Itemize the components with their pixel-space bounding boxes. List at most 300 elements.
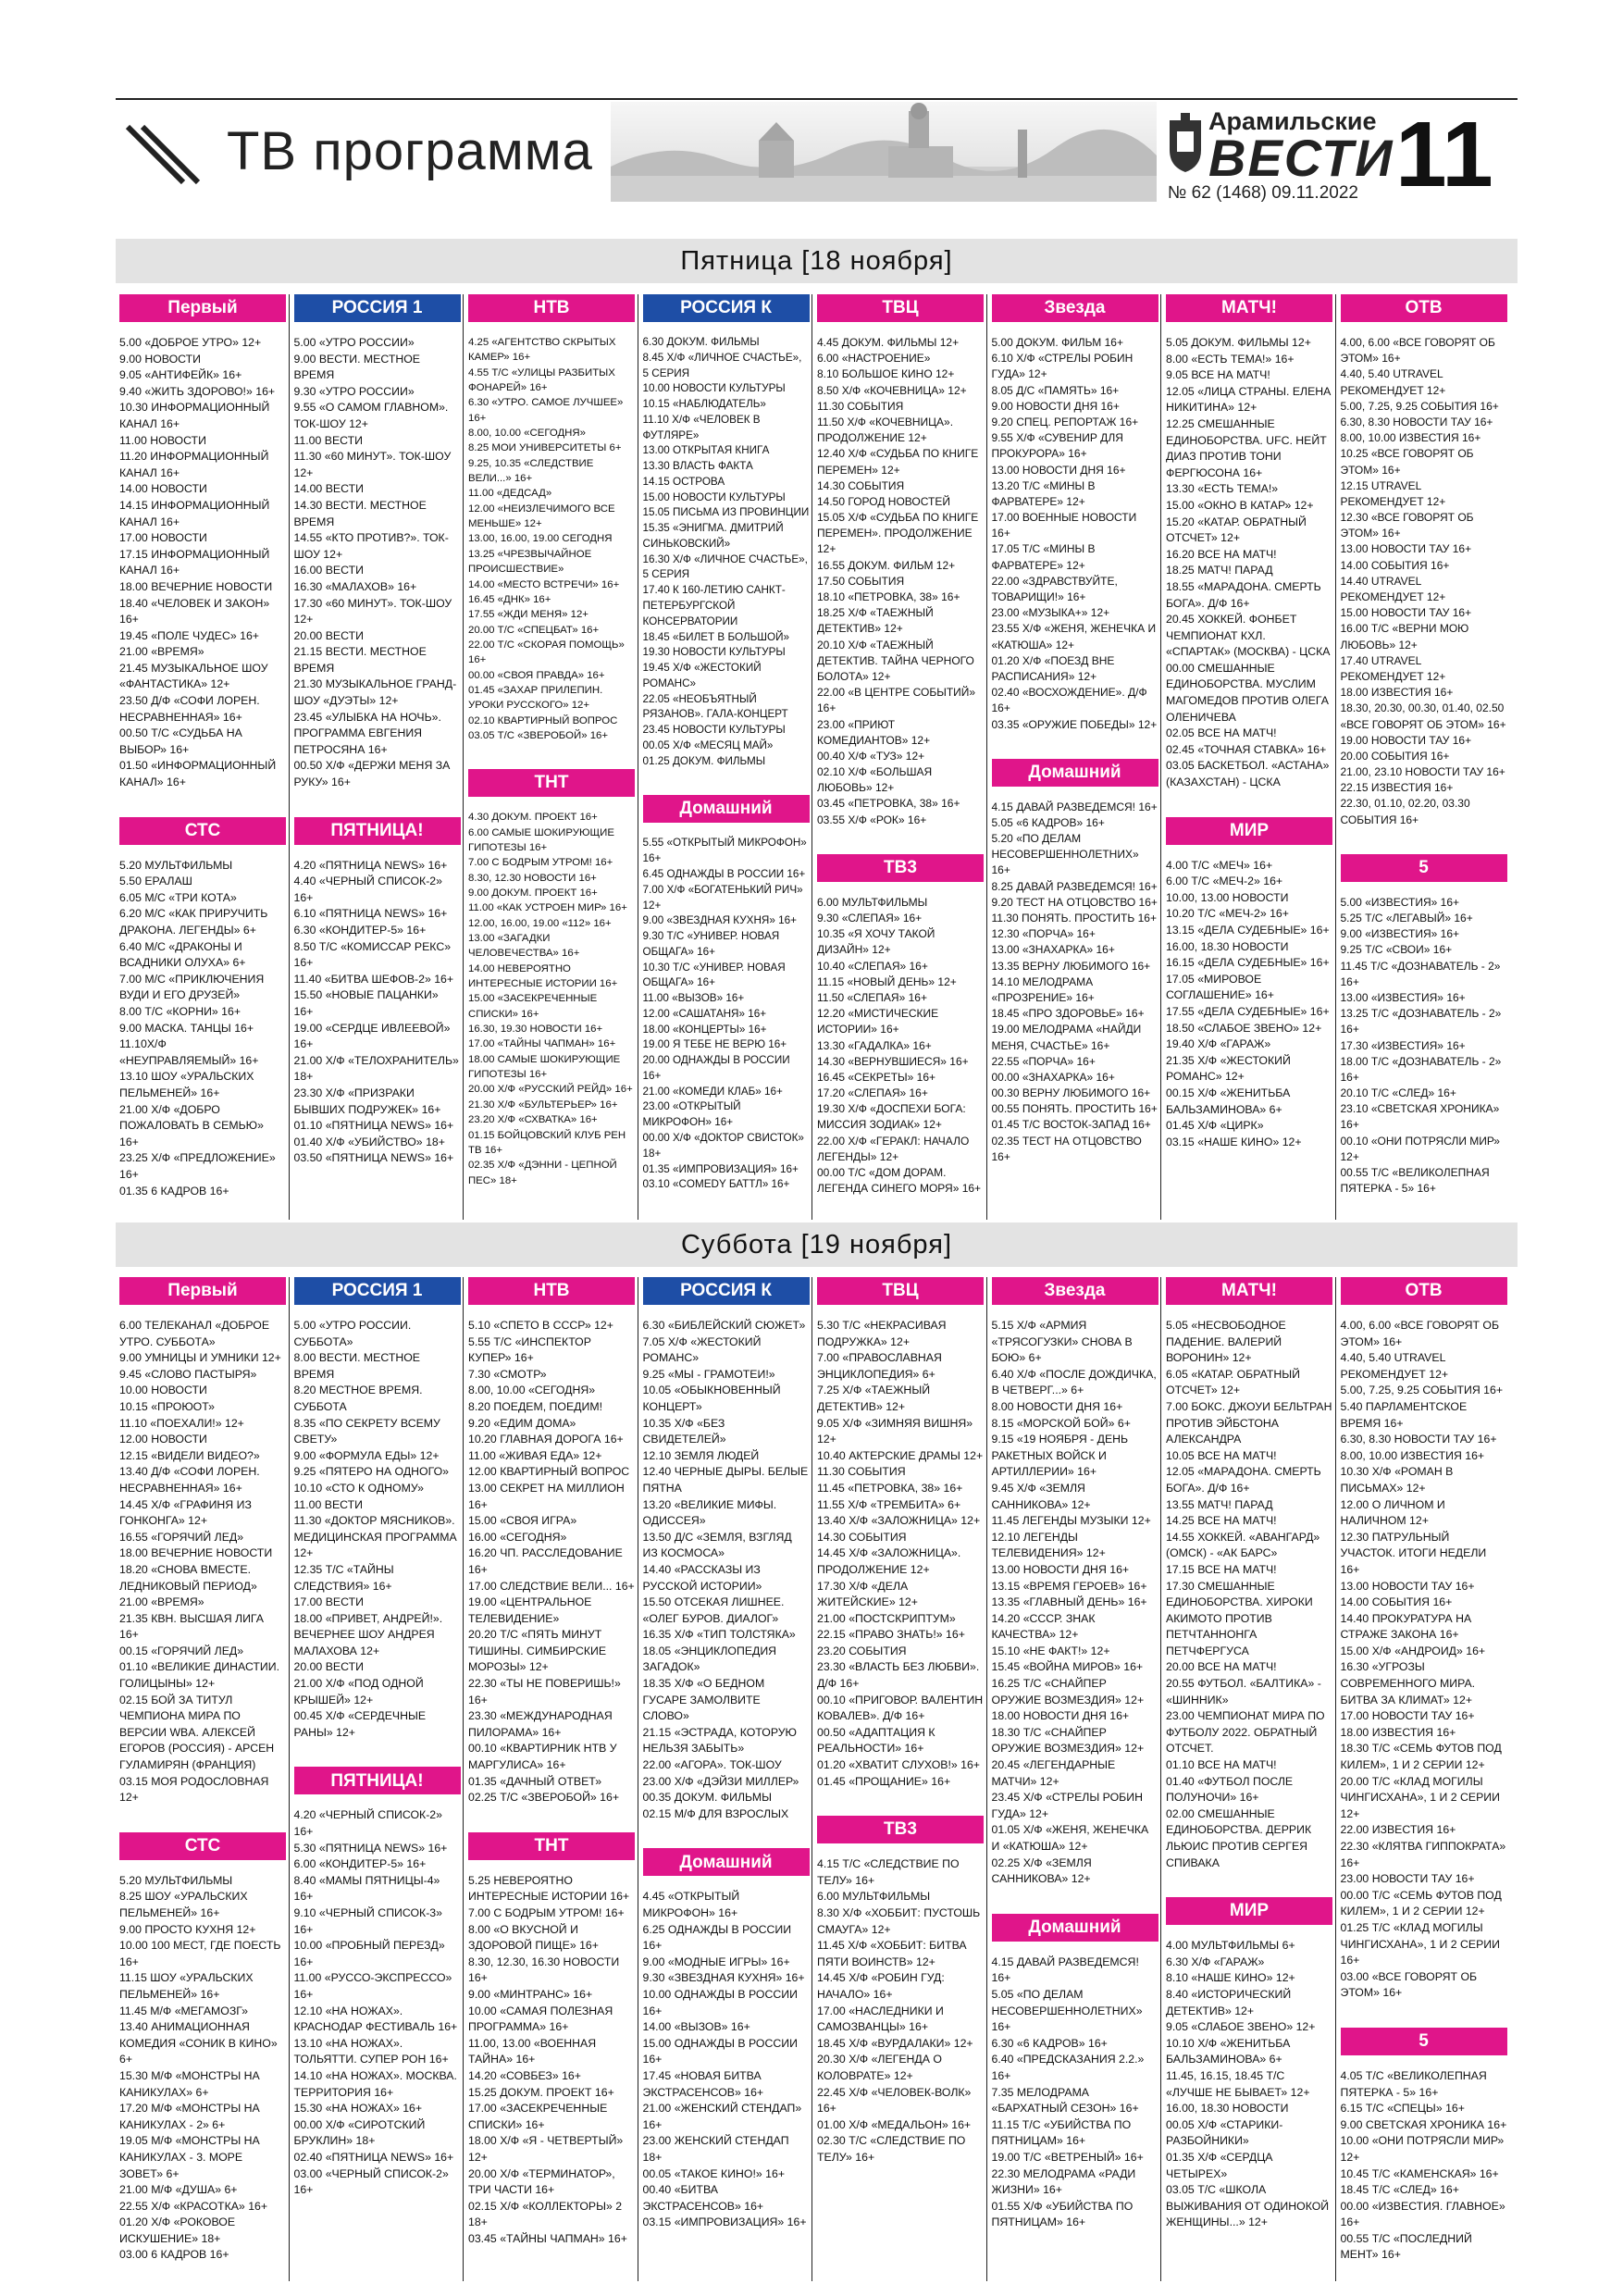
program-item: 02.10 КВАРТИРНЫЙ ВОПРОС [468, 714, 618, 726]
program-item: 10.40 «СЛЕПАЯ» 16+ [817, 959, 928, 973]
header-rule [116, 98, 1518, 100]
column-divider [1160, 1277, 1161, 2281]
program-item: 21.00 М/Ф «ДУША» 6+ [119, 2183, 238, 2197]
program-item: 16.55 «ГОРЯЧИЙ ЛЕД» [119, 1530, 244, 1544]
program-item: 11.15 ШОУ «УРАЛЬСКИХ ПЕЛЬМЕНЕЙ» 16+ [119, 1971, 254, 2001]
program-item: 6.30 «КОНДИТЕР-5» 16+ [293, 924, 427, 937]
program-item: 17.40 К 160-ЛЕТИЮ САНКТ-ПЕТЕРБУРГСКОЙ КОНСЕРВАТОРИИ [642, 584, 786, 627]
program-item: 9.15 «19 НОЯБРЯ - ДЕНЬ РАКЕТНЫХ ВОЙСК И АРТИЛЛЕРИИ» 16+ [991, 1433, 1129, 1479]
program-item: 13.40 Х/Ф «ЗАЛОЖНИЦА» 12+ [817, 1514, 981, 1528]
program-item: 8.45 Х/Ф «ЛИЧНОЕ СЧАСТЬЕ», 5 СЕРИЯ [642, 351, 802, 379]
program-item: 22.15 «ПРАВО ЗНАТЬ!» 16+ [817, 1628, 965, 1642]
column-divider [289, 294, 290, 1220]
program-item: 13.00 ОТКРЫТАЯ КНИГА [642, 444, 770, 457]
program-item: 17.05 «МИРОВОЕ СОГЛАШЕНИЕ» 16+ [1166, 972, 1274, 1002]
program-item: 10.00 100 МЕСТ, ГДЕ ПОЕСТЬ 16+ [119, 1939, 281, 1968]
program-item: 00.00 СМЕШАННЫЕ ЕДИНОБОРСТВА. МУСЛИМ МАГОМЕДОВ ПРОТИВ ОЛЕГА ОЛЕНИЧЕВА [1166, 661, 1329, 724]
program-item: 03.05 Т/С «ЗВЕРОБОЙ» 16+ [468, 729, 609, 741]
program-item: 01.35 Х/Ф «СЕРДЦА ЧЕТЫРЕХ» [1166, 2150, 1273, 2180]
channel-logo: РОССИЯ К [643, 294, 810, 322]
program-item: 11.30 ПОНЯТЬ. ПРОСТИТЬ 16+ [991, 912, 1157, 925]
channel-logo: ОТВ [1341, 294, 1507, 322]
program-item: 23.10 «СВЕТСКАЯ ХРОНИКА» 16+ [1340, 1102, 1500, 1132]
logo-main-text: ВЕСТИ [1208, 129, 1394, 187]
program-item: 10.20 Т/С «МЕЧ-2» 16+ [1166, 907, 1289, 921]
program-item: 4.00, 6.00 «ВСЕ ГОВОРЯТ ОБ ЭТОМ» 16+ [1340, 1319, 1500, 1348]
program-item: 15.00 НОВОСТИ ТАУ 16+ [1340, 606, 1472, 620]
channel-logo: РОССИЯ 1 [294, 1277, 461, 1305]
program-item: 00.00 «ЗНАХАРКА» 16+ [991, 1070, 1115, 1084]
program-item: 21.00 Х/Ф «ДОБРО ПОЖАЛОВАТЬ В СЕМЬЮ» 16+ [119, 1102, 264, 1148]
program-item: 12.25 СМЕШАННЫЕ ЕДИНОБОРСТВА. UFC. НЕЙТ ДИАЗ ПРОТИВ ТОНИ ФЕРГЮСОНА 16+ [1166, 416, 1327, 479]
program-item: 16.15 «ДЕЛА СУДЕБНЫЕ» 16+ [1166, 956, 1330, 970]
program-item: 4.40, 5.40 UTRAVEL РЕКОМЕНДУЕТ 12+ [1340, 367, 1446, 397]
program-item: 00.40 «БИТВА ЭКСТРАСЕНСОВ» 16+ [642, 2183, 764, 2213]
column-divider [289, 1277, 290, 2281]
program-item: 19.45 «ПОЛЕ ЧУДЕС» 16+ [119, 628, 259, 642]
program-item: 23.00 «ОТКРЫТЫЙ МИКРОФОН» 16+ [642, 1100, 741, 1129]
program-item: 01.45 Т/С ВОСТОК-ЗАПАД 16+ [991, 1118, 1151, 1132]
program-item: 12.00 «НЕИЗЛЕЧИМОГО ВСЕ МЕНЬШЕ» 12+ [468, 503, 615, 530]
program-item: 10.40 АКТЕРСКИЕ ДРАМЫ 12+ [817, 1448, 984, 1462]
program-item: 13.00 НОВОСТИ ТАУ 16+ [1340, 542, 1472, 556]
program-item: 17.00 НОВОСТИ ТАУ 16+ [1340, 1709, 1475, 1723]
program-item: 9.00 «МОДНЫЕ ИГРЫ» 16+ [642, 1955, 790, 1968]
program-item: 19.45 Х/Ф «ЖЕСТОКИЙ РОМАНС» [642, 662, 762, 689]
program-item: 7.30 «СМОТР» [468, 1367, 547, 1381]
channel-logo: РОССИЯ К [643, 1277, 810, 1305]
program-item: 01.20 «ХВАТИТ СЛУХОВ!» 16+ [817, 1758, 980, 1772]
program-item: 02.40 «ПЯТНИЦА NEWS» 16+ [293, 2150, 454, 2164]
program-item: 7.35 МЕЛОДРАМА «БАРХАТНЫЙ СЕЗОН» 16+ [991, 2085, 1139, 2116]
program-item: 9.25, 10.35 «СЛЕДСТВИЕ ВЕЛИ...» 16+ [468, 457, 594, 485]
program-item: 9.05 «АНТИФЕЙК» 16+ [119, 368, 242, 382]
program-item: 13.15 «ДЕЛА СУДЕБНЫЕ» 16+ [1166, 924, 1330, 937]
program-item: 00.00 Х/Ф «СИРОТСКИЙ БРУКЛИН» 18+ [293, 2117, 426, 2148]
program-item: 20.45 «ЛЕГЕНДАРНЫЕ МАТЧИ» 12+ [991, 1758, 1116, 1788]
program-item: 12.05 «ЛИЦА СТРАНЫ. ЕЛЕНА НИКИТИНА» 12+ [1166, 384, 1332, 415]
program-item: 11.30 «60 МИНУТ». ТОК-ШОУ 12+ [293, 450, 452, 479]
program-item: 18.00 САМЫЕ ШОКИРУЮЩИЕ ГИПОТЕЗЫ 16+ [468, 1053, 621, 1081]
program-item: 11.00 «РУССО-ЭКСПРЕССО» 16+ [293, 1971, 452, 2001]
program-item: 18.45 Х/Ф «ВУРДАЛАКИ» 12+ [817, 2036, 973, 2050]
program-item: 5.00 «УТРО РОССИИ. СУББОТА» [293, 1319, 412, 1348]
program-item: 02.00 СМЕШАННЫЕ ЕДИНОБОРСТВА. ДЕРРИК ЛЬЮИС ПРОТИВ СЕРГЕЯ СПИВАКА [1166, 1806, 1312, 1869]
program-item: 17.30 Х/Ф «ДЕЛА ЖИТЕЙСКИЕ» 12+ [817, 1579, 918, 1609]
program-item: 17.00 СЛЕДСТВИЕ ВЕЛИ... 16+ [468, 1579, 635, 1593]
program-item: 14.00 «МЕСТО ВСТРЕЧИ» 16+ [468, 578, 620, 590]
channel-column [1341, 1277, 1507, 2264]
program-item: 03.15 «НАШЕ КИНО» 12+ [1166, 1135, 1302, 1148]
program-item: 10.45 Т/С «КАМЕНСКАЯ» 16+ [1340, 2166, 1499, 2180]
program-item: 22.15 ИЗВЕСТИЯ 16+ [1340, 781, 1454, 795]
program-item: 00.15 Х/Ф «ЖЕНИТЬБА БАЛЬЗАМИНОВА» 6+ [1166, 1086, 1291, 1116]
program-item: 14.00 «ВЫЗОВ» 16+ [642, 2020, 750, 2034]
program-item: 4.40, 5.40 UTRAVEL РЕКОМЕНДУЕТ 12+ [1340, 1351, 1449, 1381]
program-item: 11.20 ИНФОРМАЦИОННЫЙ КАНАЛ 16+ [119, 450, 269, 479]
program-item: 13.20 Т/С «МИНЫ В ФАРВАТЕРЕ» 12+ [991, 478, 1096, 508]
program-item: 13.25 Т/С «ДОЗНАВАТЕЛЬ - 2» 16+ [1340, 1007, 1502, 1036]
program-item: 14.30 «ВЕРНУВШИЕСЯ» 16+ [817, 1054, 969, 1068]
program-item: 23.00 «МУЗЫКА+» 12+ [991, 606, 1110, 620]
program-item: 9.20 ТЕСТ НА ОТЦОВСТВО 16+ [991, 895, 1158, 909]
channel-logo: МАТЧ! [1166, 294, 1332, 322]
program-item: 8.00 ВЕСТИ. МЕСТНОЕ ВРЕМЯ [293, 1351, 420, 1381]
program-item: 5.15 Х/Ф «АРМИЯ «ТРЯСОГУЗКИ» СНОВА В БОЮ» 6+ [991, 1319, 1133, 1365]
program-item: 8.00, 10.00 «СЕГОДНЯ» [468, 428, 586, 440]
program-item: 6.40 «ПРЕДСКАЗАНИЯ 2.2.» 16+ [991, 2053, 1145, 2082]
channel-column [119, 294, 286, 1199]
program-item: 15.20 «КАТАР. ОБРАТНЫЙ ОТСЧЕТ» 12+ [1166, 515, 1307, 545]
program-item: 01.45 «ПРОЩАНИЕ» 16+ [817, 1774, 951, 1788]
program-item: 5.00 «ИЗВЕСТИЯ» 16+ [1340, 895, 1459, 909]
channel-logo: ТВ3 [817, 1816, 984, 1843]
program-item: 16.25 Т/С «СНАЙПЕР ОРУЖИЕ ВОЗМЕЗДИЯ» 12+ [991, 1677, 1145, 1706]
program-item: 20.10 Т/С «СЛЕД» 16+ [1340, 1086, 1456, 1100]
header-photo [611, 102, 1157, 202]
program-item: 12.35 Т/С «ТАЙНЫ СЛЕДСТВИЯ» 16+ [293, 1562, 394, 1593]
program-item: 5.00 «УТРО РОССИИ» [293, 336, 415, 349]
program-item: 5.20 «ПО ДЕЛАМ НЕСОВЕРШЕННОЛЕТНИХ» 16+ [991, 832, 1139, 877]
program-item: 16.00 ВЕСТИ [293, 564, 364, 577]
program-item: 00.00 Т/С «ДОМ ДОРАМ. ЛЕГЕНДА СИНЕГО МОРЯ» 16+ [817, 1166, 982, 1196]
program-item: 22.00 Х/Ф «ГЕРАКЛ: НАЧАЛО ЛЕГЕНДЫ» 12+ [817, 1134, 970, 1163]
program-item: 00.05 Х/Ф «СТАРИКИ-РАЗБОЙНИКИ» [1166, 2117, 1283, 2148]
program-item: 13.30 ВЛАСТЬ ФАКТА [642, 460, 753, 473]
program-item: 13.00 «ЗАГАДКИ ЧЕЛОВЕЧЕСТВА» 16+ [468, 933, 580, 960]
program-item: 18.40 «ЧЕЛОВЕК И ЗАКОН» 16+ [119, 596, 270, 627]
program-item: 18.00 «КОНЦЕРТЫ» 16+ [642, 1023, 767, 1036]
program-item: 00.00 «ИЗВЕСТИЯ. ГЛАВНОЕ» 16+ [1340, 2199, 1505, 2229]
channel-logo: ПЯТНИЦА! [294, 817, 461, 845]
program-item: 8.10 БОЛЬШОЕ КИНО 12+ [817, 367, 955, 381]
program-item: 20.30 Х/Ф «ЛЕГЕНДА О КОЛОВРАТЕ» 12+ [817, 2053, 942, 2082]
program-item: 11.00, 13.00 «ВОЕННАЯ ТАЙНА» 16+ [468, 2036, 597, 2066]
program-item: 17.20 М/Ф «МОНСТРЫ НА КАНИКУЛАХ - 2» 6+ [119, 2102, 260, 2131]
program-item: 6.05 М/С «ТРИ КОТА» [119, 890, 237, 904]
program-item: 13.50 Д/С «ЗЕМЛЯ, ВЗГЛЯД ИЗ КОСМОСА» [642, 1530, 792, 1560]
channel-logo: МАТЧ! [1166, 1277, 1332, 1305]
channel-logo: ТВЦ [817, 1277, 984, 1305]
program-item: 16.30 «МАЛАХОВ» 16+ [293, 579, 417, 593]
program-item: 6.30, 8.30 НОВОСТИ ТАУ 16+ [1340, 1433, 1497, 1446]
program-item: 23.45 «УЛЫБКА НА НОЧЬ». ПРОГРАММА ЕВГЕНИЯ ПЕТРОСЯНА 16+ [293, 710, 441, 756]
program-item: 10.00 «САМАЯ ПОЛЕЗНАЯ ПРОГРАММА» 16+ [468, 2004, 613, 2034]
program-item: 8.25 ШОУ «УРАЛЬСКИХ ПЕЛЬМЕНЕЙ» 16+ [119, 1890, 248, 1919]
column-divider [1335, 294, 1336, 1220]
program-item: 15.00 Х/Ф «АНДРОИД» 16+ [1340, 1644, 1486, 1657]
program-item: 23.00 Х/Ф «ДЭЙЗИ МИЛЛЕР» [642, 1774, 799, 1788]
program-item: 16.30 Х/Ф «ЛИЧНОЕ СЧАСТЬЕ», 5 СЕРИЯ [642, 552, 808, 581]
program-item: 17.00 НОВОСТИ [119, 531, 207, 545]
program-item: 5.25 Т/С «ЛЕГАВЫЙ» 16+ [1340, 912, 1473, 925]
program-item: 12.00 «САШАТАНЯ» 16+ [642, 1007, 767, 1020]
program-item: 17.00 ВЕСТИ [293, 1595, 364, 1609]
program-item: 00.15 «ГОРЯЧИЙ ЛЕД» [119, 1644, 244, 1657]
channel-logo: Первый [119, 1277, 286, 1305]
program-item: 02.30 Т/С «СЛЕДСТВИЕ ПО ТЕЛУ» 16+ [817, 2134, 966, 2164]
program-item: 5.10 «СПЕТО В СССР» 12+ [468, 1319, 613, 1332]
program-item: 02.35 Х/Ф «ДЭННИ - ЦЕПНОЙ ПЕС» 18+ [468, 1160, 617, 1186]
column-divider [1335, 1277, 1336, 2281]
program-item: 01.40 Х/Ф «УБИЙСТВО» 18+ [293, 1135, 445, 1148]
program-item: 11.50 Х/Ф «КОЧЕВНИЦА». ПРОДОЛЖЕНИЕ 12+ [817, 415, 954, 445]
channel-logo: Домашний [992, 1914, 1158, 1942]
program-item: 19.00 МЕЛОДРАМА «НАЙДИ МЕНЯ, СЧАСТЬЕ» 16+ [991, 1023, 1142, 1052]
program-item: 21.00 «КОМЕДИ КЛАБ» 16+ [642, 1085, 783, 1098]
channel-column [1166, 1277, 1332, 2231]
channel-column [294, 294, 461, 1167]
program-item: 8.00, 10.00 ИЗВЕСТИЯ 16+ [1340, 431, 1481, 445]
program-item: 18.30, 20.30, 00.30, 01.40, 02.50 «ВСЕ ГОВОРЯТ ОБ ЭТОМ» 16+ [1340, 701, 1506, 731]
program-item: 4.15 ДАВАЙ РАЗВЕДЕМСЯ! 16+ [991, 1955, 1139, 1985]
program-item: 4.00 Т/С «МЕЧ» 16+ [1166, 858, 1273, 872]
program-item: 10.05 ВСЕ НА МАТЧ! [1166, 1448, 1277, 1462]
program-item: 5.00, 7.25, 9.25 СОБЫТИЯ 16+ [1340, 399, 1499, 413]
program-item: 14.30 ВЕСТИ. МЕСТНОЕ ВРЕМЯ [293, 498, 427, 528]
program-item: 8.20 ПОЕДЕМ, ПОЕДИМ! [468, 1399, 602, 1413]
program-item: 14.40 UTRAVEL РЕКОМЕНДУЕТ 12+ [1340, 574, 1446, 603]
program-item: 10.30 ИНФОРМАЦИОННЫЙ КАНАЛ 16+ [119, 401, 270, 430]
program-item: 9.00 НОВОСТИ ДНЯ 16+ [991, 399, 1120, 413]
program-item: 6.30 «6 КАДРОВ» 16+ [991, 2036, 1108, 2050]
program-item: 11.00 ВЕСТИ [293, 433, 364, 447]
program-item: 8.25 ДАВАЙ РАЗВЕДЕМСЯ! 16+ [991, 879, 1158, 893]
program-item: 13.15 «ВРЕМЯ ГЕРОЕВ» 16+ [991, 1579, 1147, 1593]
program-item: 8.35 «ПО СЕКРЕТУ ВСЕМУ СВЕТУ» [293, 1416, 440, 1446]
program-item: 00.45 Х/Ф «СЕРДЕЧНЫЕ РАНЫ» 12+ [293, 1709, 427, 1739]
program-item: 9.25 Т/С «СВОИ» 16+ [1340, 943, 1453, 957]
program-item: 01.15 БОЙЦОВСКИЙ КЛУБ РЕН ТВ 16+ [468, 1129, 626, 1156]
program-item: 16.30, 19.30 НОВОСТИ 16+ [468, 1024, 603, 1036]
program-item: 6.00 «НАСТРОЕНИЕ» [817, 352, 931, 366]
program-item: 13.25 «ЧРЕЗВЫЧАЙНОЕ ПРОИСШЕСТВИЕ» [468, 548, 592, 576]
program-item: 4.40 «ЧЕРНЫЙ СПИСОК-2» 16+ [293, 875, 442, 904]
program-item: 22.30 «ТЫ НЕ ПОВЕРИШЬ!» 16+ [468, 1677, 621, 1706]
program-item: 12.30 ПАТРУЛЬНЫЙ УЧАСТОК. ИТОГИ НЕДЕЛИ 16+ [1340, 1530, 1487, 1576]
program-item: 9.00 НОВОСТИ [119, 352, 201, 366]
logo-top-text: Арамильские [1208, 107, 1377, 135]
program-item: 22.45 Х/Ф «ЧЕЛОВЕК-ВОЛК» 16+ [817, 2085, 972, 2116]
program-item: 6.30, 8.30 НОВОСТИ ТАУ 16+ [1340, 415, 1493, 428]
program-item: 12.00 О ЛИЧНОМ И НАЛИЧНОМ 12+ [1340, 1497, 1445, 1528]
channel-logo: НТВ [468, 294, 635, 322]
program-item: 18.25 Х/Ф «ТАЕЖНЫЙ ДЕТЕКТИВ» 12+ [817, 606, 934, 636]
program-item: 16.00, 18.30 НОВОСТИ [1166, 2102, 1289, 2116]
program-item: 6.30 «УТРО. САМОЕ ЛУЧШЕЕ» 16+ [468, 397, 624, 424]
program-item: 01.35 «ДАЧНЫЙ ОТВЕТ» [468, 1774, 602, 1788]
program-item: 23.50 Д/Ф «СОФИ ЛОРЕН. НЕСРАВНЕННАЯ» 16+ [119, 694, 260, 724]
program-item: 15.00 ОДНАЖДЫ В РОССИИ 16+ [642, 2036, 798, 2066]
program-item: 8.00 «О ВКУСНОЙ И ЗДОРОВОЙ ПИЩЕ» 16+ [468, 1922, 599, 1953]
program-item: 02.25 Х/Ф «ЗЕМЛЯ САННИКОВА» 12+ [991, 1855, 1092, 1886]
program-item: 5.00 ДОКУМ. ФИЛЬМ 16+ [991, 336, 1123, 349]
program-item: 14.20 «СОВБЕЗ» 16+ [468, 2068, 581, 2082]
program-item: 5.00 «ДОБРОЕ УТРО» 12+ [119, 336, 262, 349]
program-item: 19.30 НОВОСТИ КУЛЬТУРЫ [642, 646, 786, 659]
program-item: 21.00 «ПОСТСКРИПТУМ» [817, 1611, 956, 1625]
program-item: 11.10 Х/Ф «ЧЕЛОВЕК В ФУТЛЯРЕ» [642, 413, 761, 441]
program-item: 18.00 «ПРИВЕТ, АНДРЕЙ!». ВЕЧЕРНЕЕ ШОУ АНДРЕЯ МАЛАХОВА 12+ [293, 1611, 443, 1657]
channel-logo: ПЯТНИЦА! [294, 1767, 461, 1794]
program-item: 7.00 БОКС. ДЖОУИ БЕЛЬТРАН ПРОТИВ ЭЙБСТОНА АЛЕКСАНДРА [1166, 1399, 1332, 1446]
program-item: 18.45 «БИЛЕТ В БОЛЬШОЙ» [642, 630, 790, 643]
program-item: 15.50 ОТСЕКАЯ ЛИШНЕЕ. «ОЛЕГ БУРОВ. ДИАЛОГ» [642, 1595, 785, 1625]
program-item: 10.00 НОВОСТИ [119, 1384, 207, 1397]
program-item: 14.00 СОБЫТИЯ 16+ [1340, 558, 1450, 572]
program-item: 9.00 «ЗВЕЗДНАЯ КУХНЯ» 16+ [642, 914, 797, 927]
program-item: 18.50 «СЛАБОЕ ЗВЕНО» 12+ [1166, 1021, 1322, 1035]
program-item: 01.35 «ИМПРОВИЗАЦИЯ» 16+ [642, 1162, 799, 1175]
program-item: 19.05 М/Ф «МОНСТРЫ НА КАНИКУЛАХ - 3. МОРЕ ЗОВЕТ» 6+ [119, 2134, 260, 2180]
program-item: 8.00 «ЕСТЬ ТЕМА!» 16+ [1166, 352, 1295, 366]
program-item: 00.10 «КВАРТИРНИК НТВ У МАРГУЛИСА» 16+ [468, 1742, 617, 1772]
page-title: ТВ программа [227, 121, 593, 181]
program-item: 13.10 «НА НОЖАХ». ТОЛЬЯТТИ. СУПЕР РОН 16+ [293, 2036, 449, 2066]
program-item: 01.10 «ВЕЛИКИЕ ДИНАСТИИ. ГОЛИЦЫНЫ» 12+ [119, 1660, 280, 1691]
program-item: 18.00 ВЕЧЕРНИЕ НОВОСТИ [119, 579, 273, 593]
program-item: 5.55 Т/С «ИНСПЕКТОР КУПЕР» 16+ [468, 1334, 591, 1365]
program-item: 20.20 Т/С «ПЯТЬ МИНУТ ТИШИНЫ. СИМБИРСКИЕ МОРОЗЫ» 12+ [468, 1628, 607, 1674]
program-item: 02.25 Т/С «ЗВЕРОБОЙ» 16+ [468, 1791, 620, 1805]
program-item: 17.05 Т/С «МИНЫ В ФАРВАТЕРЕ» 12+ [991, 542, 1096, 572]
program-item: 01.25 Т/С «КЛАД МОГИЛЫ ЧИНГИСХАНА», 1 И 2 СЕРИИ 16+ [1340, 1920, 1500, 1967]
program-item: 14.00 ВЕСТИ [293, 482, 364, 496]
program-item: 4.45 «ОТКРЫТЫЙ МИКРОФОН» 16+ [642, 1890, 740, 1919]
program-item: 11.00 «КАК УСТРОЕН МИР» 16+ [468, 902, 627, 914]
program-item: 7.25 Х/Ф «ТАЕЖНЫЙ ДЕТЕКТИВ» 12+ [817, 1384, 931, 1413]
program-item: 17.30 «60 МИНУТ». ТОК-ШОУ 12+ [293, 596, 452, 627]
program-item: 8.30, 12.30 НОВОСТИ 16+ [468, 872, 597, 884]
program-item: 20.00 СОБЫТИЯ 16+ [1340, 749, 1450, 763]
program-item: 02.15 М/Ф ДЛЯ ВЗРОСЛЫХ [642, 1806, 789, 1820]
program-item: 8.40 «МАМЫ ПЯТНИЦЫ-4» 16+ [293, 1873, 440, 1904]
program-item: 11.10 «ПОЕХАЛИ!» 12+ [119, 1416, 244, 1430]
program-item: 14.25 ВСЕ НА МАТЧ! [1166, 1514, 1277, 1528]
program-item: 12.10 ЛЕГЕНДЫ ТЕЛЕВИДЕНИЯ» 12+ [991, 1530, 1106, 1560]
program-item: 21.00 «ВРЕМЯ» [119, 645, 204, 659]
channel-logo: Домашний [992, 759, 1158, 787]
program-item: 10.10 Х/Ф «ЖЕНИТЬБА БАЛЬЗАМИНОВА» 6+ [1166, 2036, 1291, 2066]
program-item: 8.20 МЕСТНОЕ ВРЕМЯ. СУББОТА [293, 1384, 423, 1413]
program-item: 14.10 МЕЛОДРАМА «ПРОЗРЕНИЕ» 16+ [991, 974, 1095, 1004]
program-item: 6.00 Т/С «МЕЧ-2» 16+ [1166, 875, 1283, 888]
program-item: 12.00 НОВОСТИ [119, 1433, 207, 1446]
program-item: 00.10 «ОНИ ПОТРЯСЛИ МИР» 12+ [1340, 1134, 1500, 1163]
program-item: 14.45 Х/Ф «ГРАФИНЯ ИЗ ГОНКОНГА» 12+ [119, 1497, 252, 1528]
program-item: 14.00 СОБЫТИЯ 16+ [1340, 1595, 1453, 1609]
program-item: 22.00 «ЗДРАВСТВУЙТЕ, ТОВАРИЩИ!» 16+ [991, 574, 1118, 603]
program-item: 14.15 ОСТРОВА [642, 475, 725, 488]
program-item: 23.55 Х/Ф «ЖЕНЯ, ЖЕНЕЧКА И «КАТЮША» 12+ [991, 622, 1157, 652]
program-item: 9.00 «ФОРМУЛА ЕДЫ» 12+ [293, 1448, 440, 1462]
program-item: 8.00, 10.00 «СЕГОДНЯ» [468, 1384, 596, 1397]
program-item: 16.00 Т/С «ВЕРНИ МОЮ ЛЮБОВЬ» 12+ [1340, 622, 1469, 652]
program-item: 18.25 МАТЧ! ПАРАД [1166, 564, 1273, 577]
program-item: 19.00 НОВОСТИ ТАУ 16+ [1340, 733, 1472, 747]
program-item: 23.20 СОБЫТИЯ [817, 1644, 907, 1657]
program-item: 8.50 Т/С «КОМИССАР РЕКС» 16+ [293, 939, 452, 970]
channel-column [817, 294, 984, 1197]
program-item: 9.00 МАСКА. ТАНЦЫ 16+ [119, 1021, 254, 1035]
program-item: 02.05 ВСЕ НА МАТЧ! [1166, 726, 1277, 740]
program-item: 5.50 ЕРАЛАШ [119, 875, 192, 888]
program-item: 10.10 «СТО К ОДНОМУ» [293, 1481, 424, 1495]
program-item: 15.05 ПИСЬМА ИЗ ПРОВИНЦИИ [642, 506, 810, 519]
program-item: 22.00 ИЗВЕСТИЯ 16+ [1340, 1823, 1456, 1837]
program-item: 00.05 Х/Ф «МЕСЯЦ МАЙ» [642, 738, 774, 751]
program-item: 8.00 Т/С «КОРНИ» 16+ [119, 1004, 242, 1018]
program-item: 16.20 ЧП. РАССЛЕДОВАНИЕ 16+ [468, 1546, 623, 1576]
program-item: 13.00, 16.00, 19.00 СЕГОДНЯ [468, 533, 613, 545]
program-item: 13.10 ШОУ «УРАЛЬСКИХ ПЕЛЬМЕНЕЙ» 16+ [119, 1070, 254, 1099]
program-item: 18.00 Х/Ф «Я - ЧЕТВЕРТЫЙ» 12+ [468, 2134, 624, 2164]
program-item: 00.35 ДОКУМ. ФИЛЬМЫ [642, 1791, 772, 1805]
channel-logo: РОССИЯ 1 [294, 294, 461, 322]
program-item: 8.00, 10.00 ИЗВЕСТИЯ 16+ [1340, 1448, 1485, 1462]
program-item: 11.50 «СЛЕПАЯ» 16+ [817, 990, 927, 1004]
channel-column [294, 1277, 461, 2199]
program-item: 00.30 ВЕРНУ ЛЮБИМОГО 16+ [991, 1086, 1151, 1100]
channel-logo: Домашний [643, 795, 810, 823]
program-item: 03.05 Т/С «ШКОЛА ВЫЖИВАНИЯ ОТ ОДИНОКОЙ ЖЕНЩИНЫ...» 12+ [1166, 2183, 1330, 2229]
program-item: 22.30 МЕЛОДРАМА «РАДИ ЖИЗНИ» 16+ [991, 2166, 1136, 2197]
channel-logo: ОТВ [1341, 1277, 1507, 1305]
program-item: 11.00 «ЖИВАЯ ЕДА» 12+ [468, 1448, 602, 1462]
column-divider [463, 294, 464, 1220]
program-item: 15.50 «НОВЫЕ ПАЦАНКИ» 16+ [293, 988, 439, 1018]
program-item: 4.45 ДОКУМ. ФИЛЬМЫ 12+ [817, 336, 960, 349]
program-item: 7.00 С БОДРЫМ УТРОМ! 16+ [468, 1906, 625, 1919]
program-item: 6.00 МУЛЬТФИЛЬМЫ [817, 895, 928, 909]
program-item: 11.45 Х/Ф «ХОББИТ: БИТВА ПЯТИ ВОИНСТВ» 12+ [817, 1939, 967, 1968]
program-item: 11.30 СОБЫТИЯ [817, 399, 904, 413]
channel-logo: Первый [119, 294, 286, 322]
channel-logo: ТНТ [468, 1832, 635, 1860]
program-item: 6.00 «КОНДИТЕР-5» 16+ [293, 1857, 427, 1871]
program-item: 20.00 ВЕСТИ [293, 1660, 364, 1674]
program-item: 23.00 ЧЕМПИОНАТ МИРА ПО ФУТБОЛУ 2022. ОБРАТНЫЙ ОТСЧЕТ. [1166, 1709, 1325, 1756]
program-item: 12.15 UTRAVEL РЕКОМЕНДУЕТ 12+ [1340, 478, 1446, 508]
channel-column [1341, 294, 1507, 1197]
column-divider [463, 1277, 464, 2281]
program-item: 21.15 «ЭСТРАДА, КОТОРУЮ НЕЛЬЗЯ ЗАБЫТЬ» [642, 1725, 797, 1756]
program-item: 13.35 «ГЛАВНЫЙ ДЕНЬ» 16+ [991, 1595, 1147, 1609]
program-item: 01.05 Х/Ф «ЖЕНЯ, ЖЕНЕЧКА И «КАТЮША» 12+ [991, 1823, 1149, 1853]
program-item: 5.30 Т/С «НЕКРАСИВАЯ ПОДРУЖКА» 12+ [817, 1319, 947, 1348]
program-item: 21.35 Х/Ф «ЖЕСТОКИЙ РОМАНС» 12+ [1166, 1053, 1291, 1084]
program-item: 17.30 СМЕШАННЫЕ ЕДИНОБОРСТВА. ХИРОКИ АКИМОТО ПРОТИВ ПЕТЧТАННОНГА ПЕТЧФЕРГУСА [1166, 1579, 1313, 1657]
program-item: 03.10 «COMEDY БАТТЛ» 16+ [642, 1178, 790, 1191]
program-item: 14.45 Х/Ф «ЗАЛОЖНИЦА». ПРОДОЛЖЕНИЕ 12+ [817, 1546, 961, 1576]
program-item: 20.10 Х/Ф «ТАЕЖНЫЙ ДЕТЕКТИВ. ТАЙНА ЧЕРНОГО БОЛОТА» 12+ [817, 638, 974, 683]
program-item: 21.15 ВЕСТИ. МЕСТНОЕ ВРЕМЯ [293, 645, 427, 675]
program-item: 6.10 «ПЯТНИЦА NEWS» 16+ [293, 907, 448, 921]
program-item: 9.40 «ЖИТЬ ЗДОРОВО!» 16+ [119, 384, 276, 398]
program-item: 15.35 «ЭНИГМА. ДМИТРИЙ СИНЬКОВСКИЙ» [642, 522, 784, 550]
program-item: 12.05 «МАРАДОНА. СМЕРТЬ БОГА». Д/Ф 16+ [1166, 1465, 1321, 1495]
program-item: 14.20 «СССР. ЗНАК КАЧЕСТВА» 12+ [991, 1611, 1096, 1642]
program-item: 02.15 Х/Ф «КОЛЛЕКТОРЫ» 2 18+ [468, 2199, 623, 2229]
program-item: 19.00 «ЦЕНТРАЛЬНОЕ ТЕЛЕВИДЕНИЕ» [468, 1595, 592, 1625]
program-item: 4.25 «АГЕНТСТВО СКРЫТЫХ КАМЕР» 16+ [468, 337, 616, 364]
program-item: 13.00 СЕКРЕТ НА МИЛЛИОН 16+ [468, 1481, 625, 1511]
program-item: 13.00 НОВОСТИ ТАУ 16+ [1340, 1579, 1475, 1593]
program-item: 16.00, 18.30 НОВОСТИ [1166, 939, 1289, 953]
issue-info: № 62 (1468) 09.11.2022 [1168, 183, 1358, 203]
program-item: 19.00 Я ТЕБЕ НЕ ВЕРЮ 16+ [642, 1038, 787, 1051]
program-item: 4.15 Т/С «СЛЕДСТВИЕ ПО ТЕЛУ» 16+ [817, 1857, 960, 1887]
